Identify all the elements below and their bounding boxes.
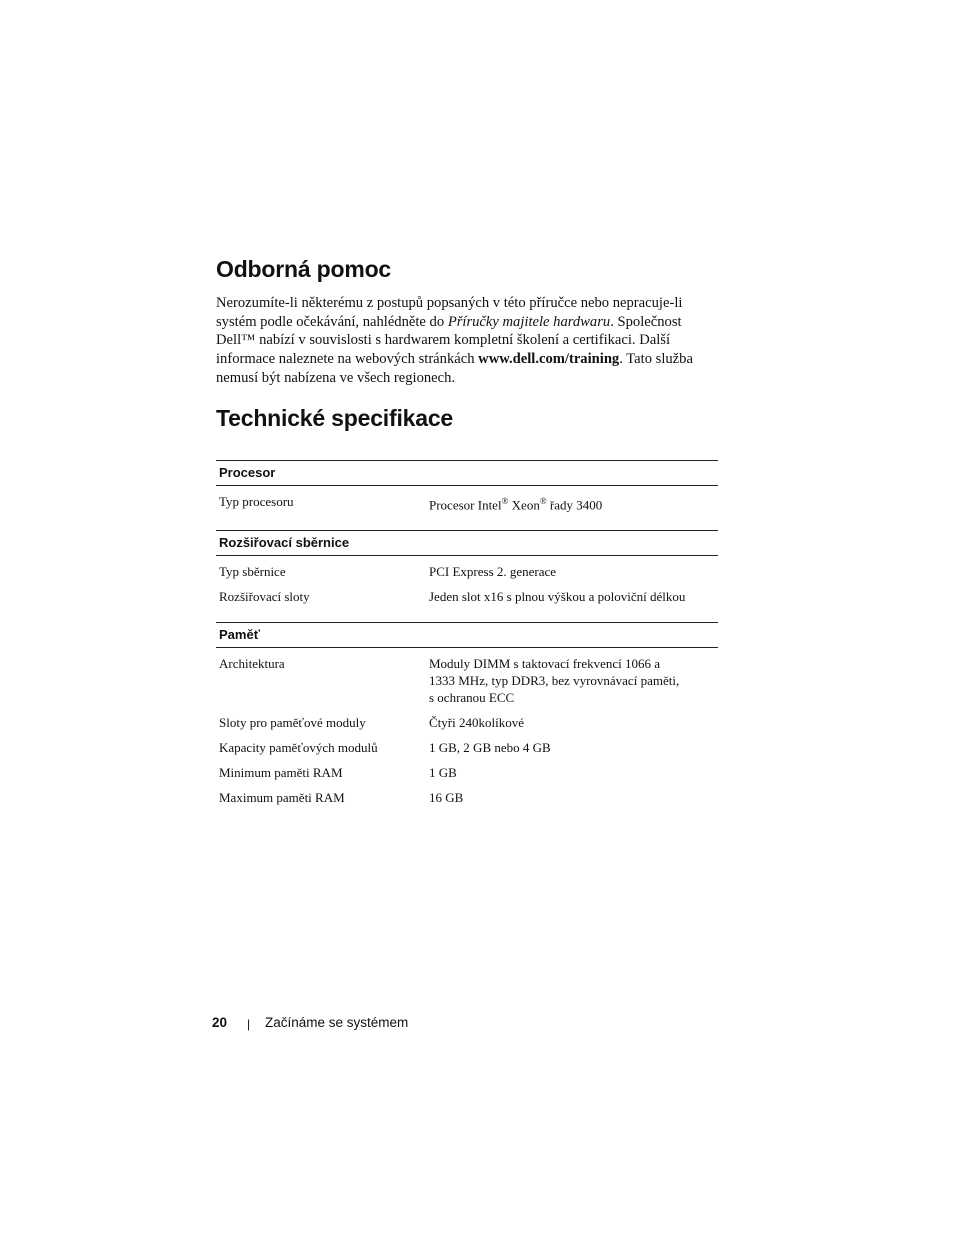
- section-title: Paměť: [216, 623, 718, 648]
- spec-label: Sloty pro paměťové moduly: [219, 715, 366, 731]
- spec-label: Minimum paměti RAM: [219, 765, 343, 781]
- spec-value: Moduly DIMM s taktovací frekvencí 1066 a 1333 MHz, typ DDR3, bez vyrovnávací paměti, s ochranou ECC: [429, 656, 680, 706]
- table-row: [216, 785, 718, 810]
- spec-label: Architektura: [219, 656, 285, 672]
- page-number: 20: [212, 1015, 228, 1030]
- section-title: Rozšiřovací sběrnice: [216, 531, 718, 556]
- section-header-sbernice: [216, 531, 718, 556]
- section-title: Procesor: [216, 461, 718, 486]
- spec-value: 1 GB: [429, 765, 457, 781]
- spec-table: [216, 460, 718, 810]
- spec-label: Maximum paměti RAM: [219, 790, 345, 806]
- section-gap: [216, 517, 718, 531]
- section-header-pamet: [216, 623, 718, 648]
- section-header-procesor: [216, 461, 718, 486]
- spec-value: Čtyři 240kolíkové: [429, 715, 524, 731]
- heading-technicke-specifikace: Technické specifikace: [216, 405, 454, 431]
- table-row: [216, 648, 718, 711]
- help-text-2: . Společnost Dell™ nabízí v souvislosti s hardwarem kompletní školení a certifikaci. Další informace naleznete na webových stránkách: [216, 313, 682, 368]
- table-row: [216, 710, 718, 735]
- spec-value: 1 GB, 2 GB nebo 4 GB: [429, 740, 551, 756]
- heading-odborna-pomoc: Odborná pomoc: [216, 256, 392, 282]
- table-row: [216, 584, 718, 609]
- spec-label: Kapacity paměťových modulů: [219, 740, 378, 756]
- footer-separator: |: [247, 1017, 251, 1031]
- spec-value: Jeden slot x16 s plnou výškou a poloviční délkou: [429, 589, 686, 605]
- table-row: [216, 760, 718, 785]
- spec-value: 16 GB: [429, 790, 464, 806]
- section-gap: [216, 609, 718, 623]
- help-paragraph: [216, 294, 718, 388]
- spec-label: Rozšiřovací sloty: [219, 589, 310, 605]
- spec-value: Procesor Intel® Xeon® řady 3400: [429, 496, 603, 513]
- spec-value: PCI Express 2. generace: [429, 564, 557, 580]
- help-text-3: . Tato služba nemusí být nabízena ve všech regionech.: [216, 351, 693, 386]
- help-text-italic: Příručky majitele hardwaru: [447, 313, 611, 330]
- help-url: www.dell.com/training: [478, 351, 620, 368]
- table-row: [216, 486, 718, 518]
- help-text-1: Nerozumíte-li některému z postupů popsaných v této příručce nebo nepracuje-li systém podle očekávání, nahlédněte do: [216, 295, 683, 330]
- spec-label: Typ sběrnice: [219, 564, 286, 580]
- table-row: [216, 735, 718, 760]
- spec-label: Typ procesoru: [219, 494, 294, 509]
- table-row: [216, 556, 718, 585]
- footer-title: Začínáme se systémem: [265, 1015, 409, 1030]
